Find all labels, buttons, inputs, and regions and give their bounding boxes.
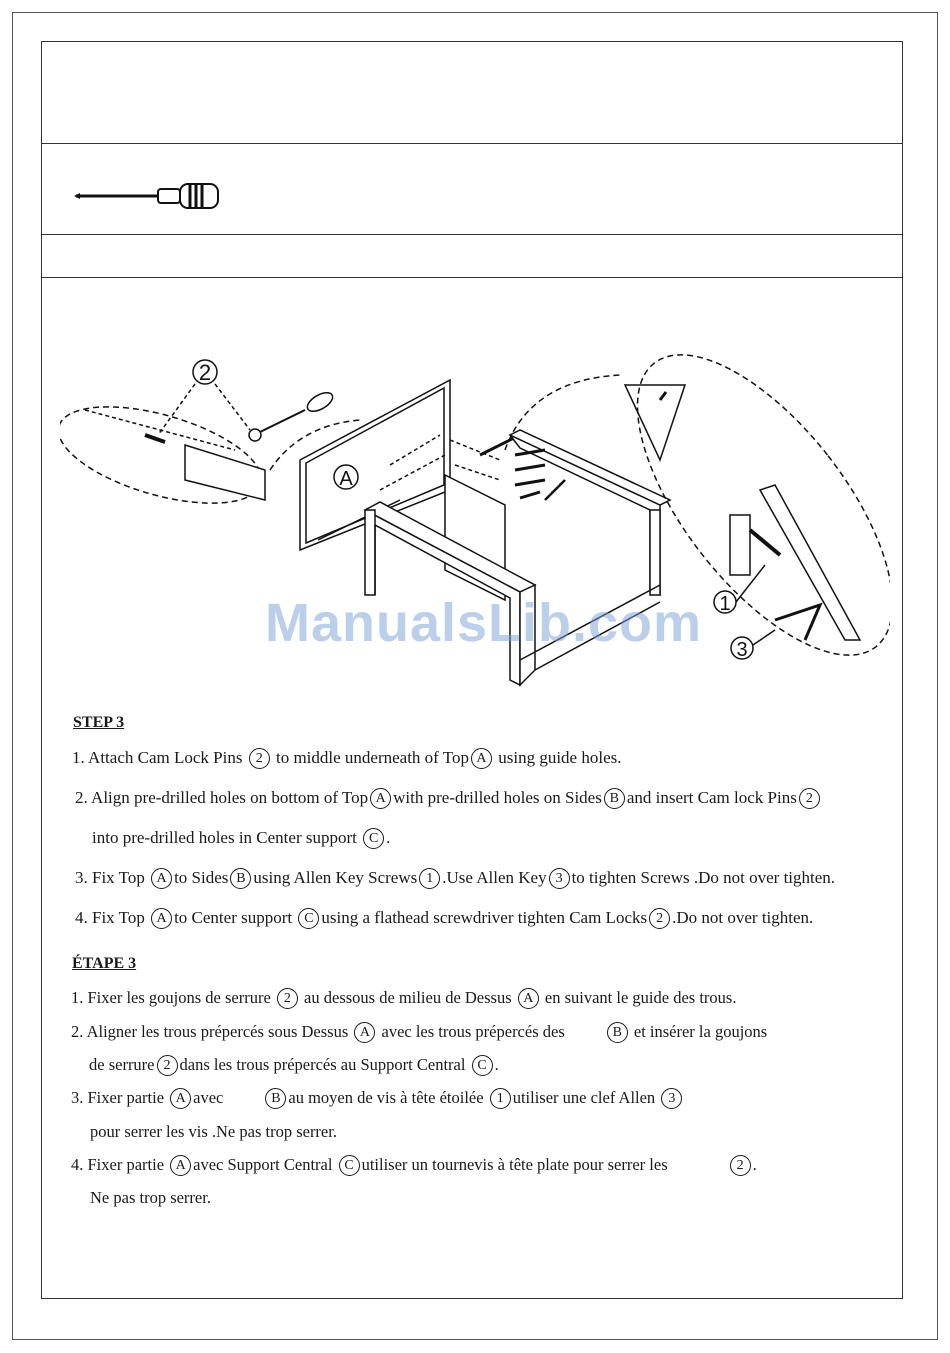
step-en-line-3: 3. Fix Top A to Sides B using Allen Key Screws 1 .Use Allen Key 3 to tighten Screws .Do not over tighten. xyxy=(75,868,836,887)
step-fr-line-2: 2. Aligner les trous prépercés sous Dessus A avec les trous prépercés des B et insérer la goujons xyxy=(71,1022,768,1041)
callout-circle: C xyxy=(363,828,384,849)
callout-circle: 2 xyxy=(730,1155,751,1176)
callout-circle: A xyxy=(170,1155,191,1176)
callout-circle: A xyxy=(471,748,492,769)
callout-circle: C xyxy=(472,1055,493,1076)
callout-circle: 2 xyxy=(649,908,670,929)
watermark: ManualsLib.com xyxy=(265,593,703,653)
callout-circle: 2 xyxy=(277,988,298,1009)
callout-circle: B xyxy=(607,1022,628,1043)
step-fr-line-1: 1. Fixer les goujons de serrure 2 au dessous de milieu de Dessus A en suivant le guide des trous. xyxy=(71,988,737,1007)
callout-circle: C xyxy=(339,1155,360,1176)
callout-circle: C xyxy=(298,908,319,929)
divider-2 xyxy=(41,234,903,235)
step-fr-line-4: 4. Fixer partie A avec Support Central C utiliser un tournevis à tête plate pour serrer les 2 . xyxy=(71,1155,757,1174)
step-en-line-2b: into pre-drilled holes in Center support C . xyxy=(92,828,391,847)
callout-circle: B xyxy=(265,1088,286,1109)
step-heading-en: STEP 3 xyxy=(73,714,125,731)
callout-circle: B xyxy=(230,868,251,889)
callout-circle: A xyxy=(151,868,172,889)
callout-circle: A xyxy=(518,988,539,1009)
callout-circle: A xyxy=(354,1022,375,1043)
callout-circle: 1 xyxy=(490,1088,511,1109)
step-fr-line-2b: de serrure 2 dans les trous prépercés au Support Central C . xyxy=(89,1055,499,1074)
callout-A: A xyxy=(339,468,353,490)
step-fr-line-4b: Ne pas trop serrer. xyxy=(90,1188,211,1207)
callout-circle: 3 xyxy=(549,868,570,889)
callout-circle: 2 xyxy=(799,788,820,809)
callout-3: 3 xyxy=(736,639,748,661)
callout-circle: B xyxy=(604,788,625,809)
step-en-line-4: 4. Fix Top A to Center support C using a flathead screwdriver tighten Cam Locks 2 .Do not over tighten. xyxy=(75,908,814,927)
callout-circle: 1 xyxy=(419,868,440,889)
step-fr-line-3: 3. Fixer partie A avec B au moyen de vis à tête étoilée 1 utiliser une clef Allen 3 xyxy=(71,1088,684,1109)
step-en-line-2: 2. Align pre-drilled holes on bottom of Top A with pre-drilled holes on Sides B and insert Cam lock Pins 2 xyxy=(75,788,822,809)
callout-circle: A xyxy=(170,1088,191,1109)
step-fr-line-3b: pour serrer les vis .Ne pas trop serrer. xyxy=(90,1122,337,1141)
screwdriver-icon xyxy=(74,178,234,214)
divider-3 xyxy=(41,277,903,278)
callout-1: 1 xyxy=(719,593,731,615)
callout-circle: A xyxy=(151,908,172,929)
callout-circle: 2 xyxy=(157,1055,178,1076)
callout-2: 2 xyxy=(198,360,212,385)
callout-circle: 3 xyxy=(661,1088,682,1109)
divider-1 xyxy=(41,143,903,144)
callout-circle: A xyxy=(370,788,391,809)
callout-circle: 2 xyxy=(249,748,270,769)
step-heading-fr: ÉTAPE 3 xyxy=(72,955,137,972)
step-en-line-1: 1. Attach Cam Lock Pins 2 to middle underneath of Top A using guide holes. xyxy=(72,748,622,767)
